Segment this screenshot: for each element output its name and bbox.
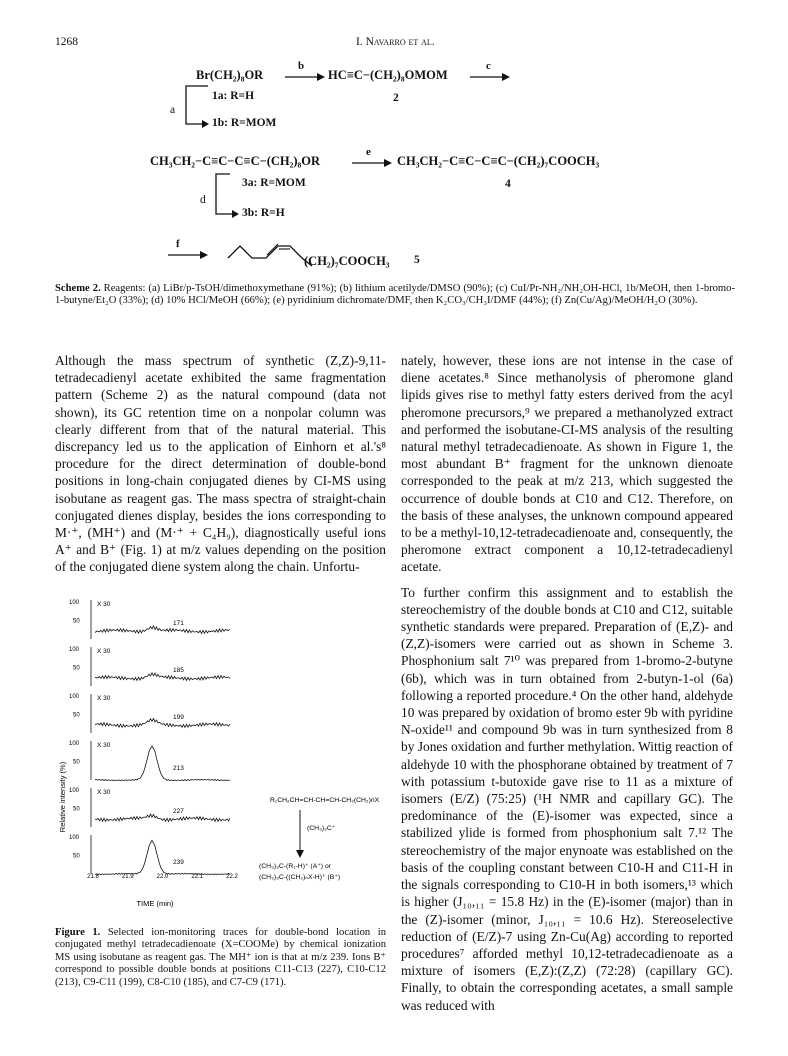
- mechanism-arrow-icon: [296, 850, 304, 858]
- mechanism-reagent: (CH₃)₃C⁺: [307, 825, 336, 832]
- arrow-c-icon: [470, 72, 510, 82]
- panel-tick-100: 100: [69, 647, 80, 653]
- ion-trace-line: [95, 626, 230, 634]
- left-para-1: Although the mass spectrum of synthetic (Z,Z)-9,11-tetradecadienyl acetate exhibited the same fragmentation pattern (Scheme 2) as the natural compound (data not shown), its GC retention time on a nonpolar column was clearly different from that of the natural material. This discrepancy led us to the application of Einhorn et al.'s⁸ procedure for the direct determination of double-bond positions in long-chain conjugated dienes by CI-MS using isobutane as reagent gas. The mass spectra of straight-chain conjugated dienes display, besides the ions corresponding to M·⁺, (MH⁺) and (M·⁺ + C₄H₉), diagnostically useful ions A⁺ and B⁺ (Fig. 1) at m/z values depending on the position of the conjugated diene system along the chain. Unfortu-: [55, 353, 386, 575]
- panel-multiplier: X 30: [97, 648, 111, 655]
- panel-tick-100: 100: [69, 835, 80, 841]
- left-column: [55, 352, 386, 576]
- y-axis-label: Relative intensity (%): [58, 761, 67, 833]
- figure-1: [55, 592, 385, 912]
- bracket-d-label: d: [200, 194, 206, 206]
- arrow-b-label: b: [298, 60, 305, 72]
- bracket-a-label: a: [170, 104, 176, 116]
- right-para-1: nately, however, these ions are not intense in the case of diene acetates.⁸ Since methanolysis of pheromone gland lipids gives rise to methyl fatty esters derived from the acyl pheromone precursors,⁹ we prepared a methanolyzed extract and performed the isobutane-CI-MS analysis of the resulting natural methyl tetradecadienoate. As shown in Figure 1, the most abundant B⁺ fragment for the unknown dienoate corresponded to the peak at m/z 213, which suggested the occurrence of double bonds at C10 and C12. Therefore, on the basis of these analyses, the unknown compound appeared to be a methyl-10,12-tetradecadienoate and, consequently, the pheromone extract component a 10,12-tetradecadienyl acetate.: [401, 353, 733, 575]
- panel-multiplier: X 30: [97, 695, 111, 702]
- right-para-2: To further confirm this assignment and to establish the stereochemistry of the double bonds at C10 and C12, suitable synthetic standards were prepared. Preparation of (E,Z)- and (Z,Z)-isomers were carried out as shown in Scheme 3. Phosphonium salt 7¹⁰ was prepared from 1-bromo-2-butyne (6b), which was in turn obtained from 2-butyn-1-ol (6a) following a reported procedure.⁴ On the other hand, aldehyde 10 was prepared by oxidation of bromo ester 9b with pyridine N-oxide¹¹ and compound 9b was in turn synthesized from 8 by Jones oxidation and further methylation. Wittig reaction of aldehyde 10 with the phosphorane obtained by treatment of 7 with potassium t-butoxide gave rise to 11 as a mixture of isomers (E/Z) (75:25) (¹H NMR and capillary GC). The predominance of the (E)-isomer was expected, since a stabilized ylide is formed from phosphonium salt 7.¹² The stereochemistry of the major enynoate was established on the basis of the coupling constant between C10-H and C11-H in the signals corresponding to C10-H in both isomers,¹³ which is higher (J₁₀,₁₁ = 15.8 Hz) in the (E)-isomer (major) than in the (Z)-isomer (minor, J₁₀,₁₁ = 10.6 Hz). Stereoselective reduction of (E/Z)-7 using Zn-Cu(Ag) according to reported procedures⁷ afforded methyl 10,12-tetradecadienoate as a mixture of isomers (E,Z):(Z,Z) (72:28) (capillary GC). Finally, to obtain the corresponding acetates, a small sample was reduced with: [401, 584, 733, 1013]
- mechanism-top: R₁CH₂CH=CH-CH=CH-CH₂(CH₂)nX: [270, 797, 380, 804]
- x-axis-label: TIME (min): [136, 899, 174, 908]
- scheme-caption: [55, 283, 735, 308]
- arrow-f-icon: [168, 250, 208, 260]
- scheme-row2-left: CH₃CH₂−C≡C−C≡C−(CH₂)₈OR: [150, 154, 321, 168]
- arrow-e-label: e: [366, 146, 371, 158]
- scheme-row2-right: CH₃CH₂−C≡C−C≡C−(CH₂)₇COOCH₃: [397, 154, 600, 168]
- ion-mz-label: 239: [173, 859, 184, 866]
- panel-tick-50: 50: [73, 759, 80, 766]
- ion-mz-label: 171: [173, 620, 184, 627]
- panel-multiplier: X 30: [97, 601, 111, 608]
- ion-mz-label: 185: [173, 667, 184, 674]
- right-column: [401, 352, 733, 1014]
- panel-multiplier: X 30: [97, 789, 111, 796]
- arrow-c-label: c: [486, 60, 491, 72]
- panel-tick-100: 100: [69, 788, 80, 794]
- scheme-row3-chain: (CH₂)₇COOCH₃: [304, 254, 390, 268]
- figure-caption-text: Selected ion-monitoring traces for double-bond location in conjugated methyl tetradecadienoate (X=COOMe) by chemical ionization MS using isobutane as reagent gas. The MH⁺ ion is that at m/z 239. Ions B⁺ correspond to possible double bonds at positions C11-C13 (227), C10-C12 (213), C9-C11 (199), C8-C10 (185), and C7-C9 (171).: [55, 927, 386, 988]
- ion-mz-label: 199: [173, 714, 184, 721]
- x-tick-label: 21.9: [121, 874, 134, 880]
- panel-tick-50: 50: [73, 853, 80, 860]
- panel-tick-100: 100: [69, 694, 80, 700]
- x-tick-label: 22.1: [191, 874, 204, 880]
- running-title: I. Navarro et al.: [356, 36, 435, 48]
- figure-caption: [55, 927, 386, 989]
- label-3a: 3a: R=MOM: [242, 177, 306, 189]
- compound-5: 5: [414, 254, 420, 266]
- ion-mz-label: 213: [173, 765, 184, 772]
- panel-tick-50: 50: [73, 806, 80, 813]
- ion-trace-line: [95, 673, 230, 681]
- panel-tick-50: 50: [73, 618, 80, 625]
- mechanism-a: (CH₃)₃C-(R₁-H)⁺ (A⁺) or: [259, 863, 332, 870]
- arrow-f-label: f: [176, 238, 180, 250]
- figure-caption-title: Figure 1.: [55, 927, 101, 938]
- panel-multiplier: X 30: [97, 742, 111, 749]
- diene-skeleton-icon: [226, 240, 316, 268]
- label-1a: 1a: R=H: [212, 90, 255, 102]
- label-1b: 1b: R=MOM: [212, 117, 277, 129]
- figure-1-chart: [55, 592, 385, 912]
- bracket-d-icon: [210, 172, 240, 218]
- panel-tick-50: 50: [73, 712, 80, 719]
- scheme-caption-title: Scheme 2.: [55, 283, 101, 294]
- ion-trace-line: [95, 746, 230, 781]
- arrow-e-icon: [352, 158, 392, 168]
- panel-tick-100: 100: [69, 600, 80, 606]
- ion-mz-label: 227: [173, 808, 184, 815]
- panel-tick-100: 100: [69, 741, 80, 747]
- ion-trace-line: [95, 814, 230, 821]
- compound-4: 4: [505, 178, 511, 190]
- arrow-b-icon: [285, 72, 325, 82]
- bracket-a-icon: [180, 84, 210, 128]
- mechanism-b: (CH₃)₃C-((CH₂)ₙX-H)⁺ (B⁺): [259, 874, 341, 881]
- label-3b: 3b: R=H: [242, 207, 285, 219]
- x-tick-label: 22.0: [156, 874, 169, 880]
- page-number: 1268: [55, 36, 78, 48]
- x-tick-label: 22.2: [226, 874, 238, 880]
- scheme-row1-left: Br(CH₂)₈OR: [196, 68, 264, 82]
- compound-2: 2: [393, 92, 399, 104]
- scheme-caption-text: Reagents: (a) LiBr/p-TsOH/dimethoxymethane (91%); (b) lithium acetilyde/DMSO (90%); (c) CuI/Pr-NH₂/NH₂OH-HCl, 1b/MeOH, then 1-bromo-1-butyne/Et₂O (33%); (d) 10% HCl/MeOH (66%); (e) pyridinium dichromate/DMF, then K₂CO₃/CH₃I/DMF (44%); (f) Zn(Cu/Ag)/MeOH/H₂O (30%).: [55, 283, 735, 307]
- x-tick-label: 21.8: [87, 874, 99, 880]
- ion-trace-line: [95, 841, 230, 875]
- panel-tick-50: 50: [73, 665, 80, 672]
- scheme-row1-mid: HC≡C−(CH₂)₈OMOM: [328, 68, 448, 82]
- ion-trace-line: [95, 718, 230, 727]
